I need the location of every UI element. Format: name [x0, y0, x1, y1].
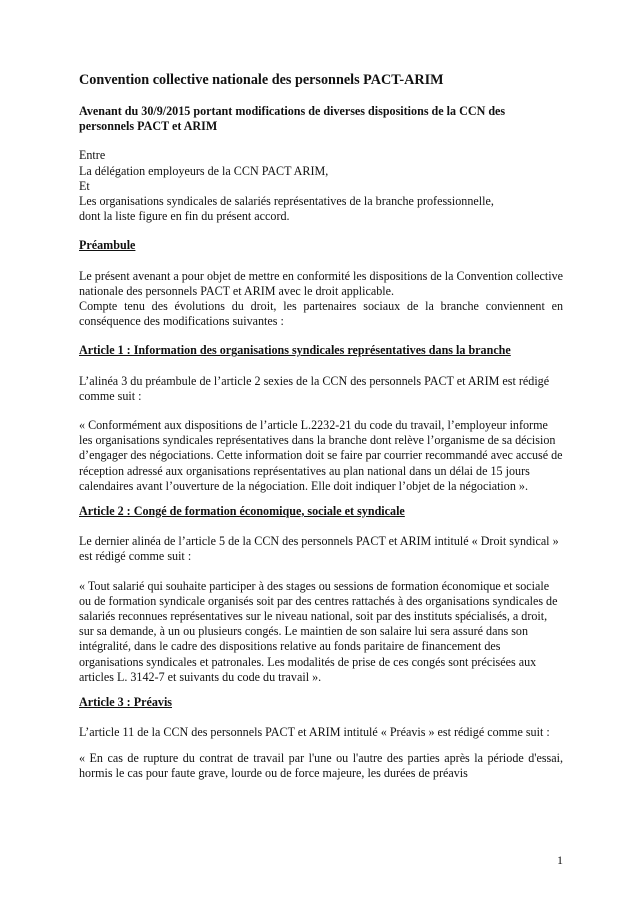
article-1-intro: L’alinéa 3 du préambule de l’article 2 sexies de la CCN des personnels PACT et ARIM est rédigé comme suit : — [79, 373, 550, 403]
document-page — [79, 72, 563, 795]
parties-line: dont la liste figure en fin du présent accord. — [79, 209, 290, 224]
preamble-paragraph: Compte tenu des évolutions du droit, les partenaires sociaux de la branche conviennent en conséquence des modifications suivantes : — [79, 299, 563, 329]
parties-line: Entre — [79, 148, 106, 163]
article-2-quote: « Tout salarié qui souhaite participer à des stages ou sessions de formation économique et sociale ou de formation syndicale organisés soit par des centres rattachés à des organisations syndicales de salariés reconnues représentatives sur le niveau national, soit par des instituts spécialisés, a droit, sur sa demande, à un ou plusieurs congés. Le maintien de son salaire lui sera assuré dans son intégralité, dans le cadre des dispositions relative au fonds paritaire de financement des organisations syndicales et patronales. Les modalités de prise de ces congés sont précisées aux articles L. 3142-7 et suivants du code du travail ». — [79, 578, 558, 684]
article-2-heading: Article 2 : Congé de formation économique, sociale et syndicale — [79, 504, 405, 519]
article-1-heading: Article 1 : Information des organisations syndicales représentatives dans la branche — [79, 343, 511, 358]
article-3-intro: L’article 11 de la CCN des personnels PACT et ARIM intitulé « Préavis » est rédigé comme suit : — [79, 725, 550, 740]
page-number: 1 — [557, 853, 563, 867]
article-3-quote: « En cas de rupture du contrat de travail par l'une ou l'autre des parties après la période d'essai, hormis le cas pour faute grave, lourde ou de force majeure, les durées de préavis — [79, 750, 563, 780]
parties-line: La délégation employeurs de la CCN PACT ARIM, — [79, 163, 329, 178]
parties-line: Et — [79, 178, 90, 193]
article-3-heading: Article 3 : Préavis — [79, 695, 173, 710]
preamble-body — [79, 269, 563, 330]
article-2-intro: Le dernier alinéa de l’article 5 de la CCN des personnels PACT et ARIM intitulé « Droit syndical » est rédigé comme suit : — [79, 534, 559, 564]
parties-line: Les organisations syndicales de salariés représentatives de la branche professionnelle, — [79, 194, 494, 209]
document-subtitle: Avenant du 30/9/2015 portant modifications de diverses dispositions de la CCN des personnels PACT et ARIM — [79, 104, 506, 134]
preamble-heading: Préambule — [79, 238, 136, 253]
document-title: Convention collective nationale des personnels PACT-ARIM — [79, 72, 444, 88]
preamble-paragraph: Le présent avenant a pour objet de mettre en conformité les dispositions de la Convention collective nationale des personnels PACT et ARIM avec le droit applicable. — [79, 268, 563, 298]
article-1-quote: « Conformément aux dispositions de l’article L.2232-21 du code du travail, l’employeur informe les organisations syndicales représentatives dans la branche dont relève l’organisme de sa décision d’engager des négociations. Cette information doit se faire par courrier recommandé avec accusé de réception adressé aux organisations représentatives au plan national dans un délai de 15 jours calendaires avant l’ouverture de la négociation. Elle doit indiquer l’objet de la négociation ». — [79, 418, 563, 493]
parties-block — [79, 148, 563, 224]
